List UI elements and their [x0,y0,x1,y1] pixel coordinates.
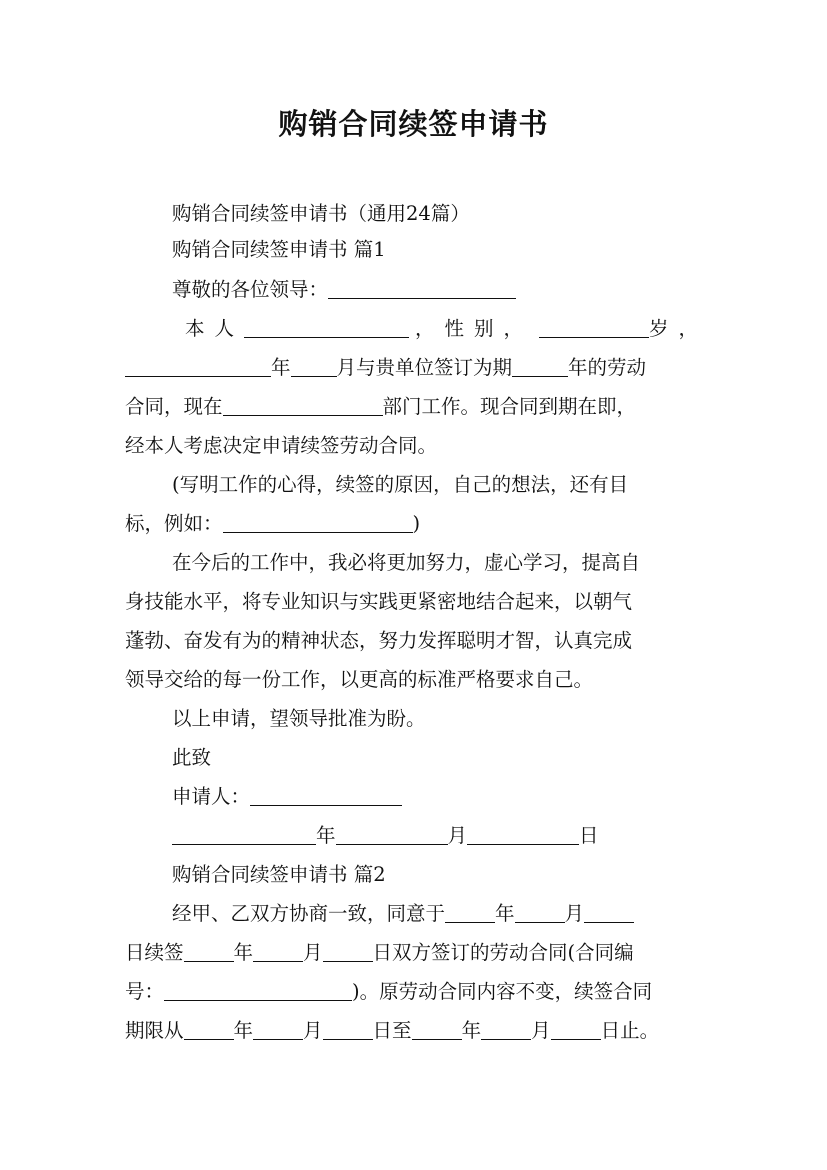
section2-line4 [125,1011,705,1050]
text-term-from: 期限从 [125,1019,184,1042]
month-label: 月 [531,1019,551,1042]
blank-date-year [172,824,316,845]
text-self: 本人 [185,317,245,340]
blank [323,941,373,962]
text-signed: 月与贵单位签订为期 [336,356,513,379]
blank-age [539,317,649,338]
date-month-label: 月 [447,824,468,847]
blank [253,941,303,962]
month-label: 月 [564,902,585,925]
paragraph3-line4: 领导交给的每一份工作，以更高的标准严格要求自己。 [125,668,594,691]
text-labor: 年的劳动 [568,356,647,379]
date-year-label: 年 [316,824,336,847]
text-contract-now: 合同，现在 [125,395,223,418]
blank [323,1019,373,1040]
text-agree: 经甲、乙双方协商一致，同意于 [172,902,446,925]
paragraph3-line2: 身技能水平，将专业知识与实践更紧密地结合起来，以朝气 [125,590,633,613]
section2-line2 [125,933,705,972]
blank-date-month [336,824,448,845]
blank-year [125,356,271,377]
section2-line1 [172,894,705,933]
paragraph1-line3 [125,387,705,426]
section2-line3 [125,972,705,1011]
blank [184,941,234,962]
blank-term [512,356,568,377]
salutation: 尊敬的各位领导： [172,278,329,301]
closing: 此致 [172,746,212,769]
blank-name [244,317,409,338]
year-label: 年 [233,941,254,964]
text-unchanged: )。原劳动合同内容不变，续签合同 [352,980,653,1003]
paragraph2-line1: (写明工作的心得，续签的原因，自己的想法，还有目 [172,473,629,496]
salutation-line [172,270,705,309]
text-year: 年 [271,356,291,379]
blank-department [223,395,383,416]
blank-contract-number [164,980,352,1001]
paragraph1-line1 [185,309,765,348]
text-gender: ，性别， [415,317,534,340]
section2-heading: 购销合同续签申请书 篇2 [172,863,386,886]
blank-date-day [467,824,579,845]
text-example: 标，例如： [125,512,223,535]
blank-example [223,512,413,533]
blank [253,1019,303,1040]
blank [481,1019,531,1040]
blank [184,1019,234,1040]
year-label: 年 [461,1019,482,1042]
blank [515,902,565,923]
year-label: 年 [233,1019,254,1042]
paragraph3-line1: 在今后的工作中，我必将更加努力，虚心学习，提高自 [172,551,641,574]
text-end: 日止。 [600,1019,660,1042]
month-label: 月 [303,941,323,964]
blank [445,902,495,923]
date-line [172,816,705,855]
blank-field [328,278,516,299]
text-contract-signed: 日双方签订的劳动合同(合同编 [372,941,634,964]
year-label: 年 [495,902,515,925]
month-label: 月 [303,1019,323,1042]
blank-applicant [250,785,402,806]
blank [584,902,634,923]
text-renew: 日续签 [125,941,184,964]
paragraph1-line2 [125,348,705,387]
request-line: 以上申请，望领导批准为盼。 [172,707,426,730]
date-day-label: 日 [579,824,599,847]
page-title: 购销合同续签申请书 [278,107,549,141]
applicant-label: 申请人： [172,785,251,808]
text-number: 号： [125,980,165,1003]
subtitle: 购销合同续签申请书（通用24篇） [172,202,470,225]
paragraph1-line4: 经本人考虑决定申请续签劳动合同。 [125,434,438,457]
blank-month [291,356,337,377]
section1-heading: 购销合同续签申请书 篇1 [172,238,386,261]
text-department: 部门工作。现合同到期在即， [382,395,637,418]
blank [551,1019,601,1040]
text-age: 岁， [649,317,709,340]
paragraph3-line3: 蓬勃、奋发有为的精神状态，努力发挥聪明才智，认真完成 [125,629,633,652]
paragraph2-line2 [125,504,705,543]
blank [412,1019,462,1040]
text-to: 日至 [372,1019,412,1042]
text-paren: ) [412,512,421,535]
applicant-line [172,777,705,816]
